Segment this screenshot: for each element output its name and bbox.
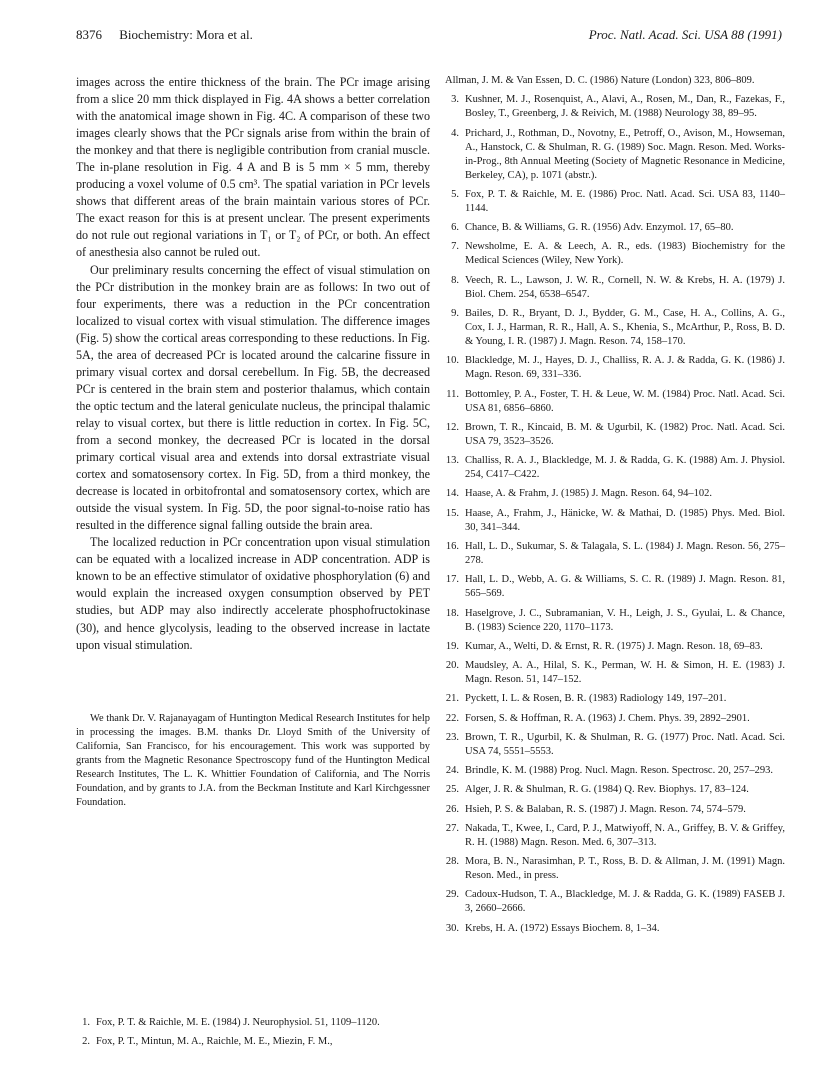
reference-number: 13. — [445, 455, 459, 467]
reference-number: 5. — [451, 188, 459, 200]
reference-item — [445, 221, 785, 235]
reference-item — [445, 573, 785, 601]
reference-number: 21. — [445, 693, 459, 705]
reference-item — [445, 822, 785, 850]
reference-item — [76, 1035, 430, 1049]
reference-item — [445, 454, 785, 482]
reference-number: 9. — [451, 307, 459, 319]
body-paragraph: Our preliminary results concerning the effect of visual stimulation on the PCr distribution in the monkey brain are as follows: In two out of four experiments, there was a reduction in the PCr concentration localized to visual cortex with visual stimulation. The difference images (Fig. 5) show the cortical areas corresponding to these reductions. In Fig. 5A, the area of decreased PCr is located around the calcarine fissure in primary visual cortex and dorsal cerebellum. In Fig. 5B, the decreased PCr is centered in the brain stem and posterior thalamus, which contain the optic tectum and the lateral geniculate nucleus, the principal thalamic relay to visual cortex, but there is little reduction in cortex. In Fig. 5C, from a second monkey, the decreased PCr is located in the dorsal primary cortical visual area and extends into dorsal extrastriate visual cortex and somatosensory cortex. In Fig. 5D, from a third monkey, the decrease is located in orbitofrontal and somatosensory cortex, which are outside the visual system. In Fig. 5D, the poor signal-to-noise ratio has resulted in the difference signal falling outside the brain area. — [76, 262, 430, 533]
journal-citation: Proc. Natl. Acad. Sci. USA 88 (1991) — [588, 27, 782, 42]
reference-number: 20. — [445, 660, 459, 672]
reference-number: 16. — [445, 540, 459, 552]
reference-number: 26. — [445, 803, 459, 815]
body-paragraph: The localized reduction in PCr concentration upon visual stimulation can be equated with a localized increase in ADP concentration. ADP is known to be an effective stimulator of oxidative phosphorylation (6) and would explain the increased oxygen consumption observed by PET studies, but ADP may also indirectly accelerate phosphofructokinase (30), and hence glycolysis, leading to the observed increase in lactate upon visual stimulation. — [76, 535, 430, 652]
reference-text: Veech, R. L., Lawson, J. W. R., Cornell, N. W. & Krebs, H. A. (1979) J. Biol. Chem. 254, 6538–6547. — [465, 274, 785, 300]
reference-item — [445, 421, 785, 449]
reference-item — [445, 803, 785, 817]
reference-item — [445, 855, 785, 883]
reference-item — [445, 764, 785, 778]
left-column — [76, 74, 430, 654]
reference-item — [445, 712, 785, 726]
reference-number: 6. — [451, 222, 459, 234]
reference-text: Brown, T. R., Kincaid, B. M. & Ugurbil, K. (1982) Proc. Natl. Acad. Sci. USA 79, 3523–3526. — [465, 421, 785, 447]
reference-item — [445, 487, 785, 501]
reference-number: 22. — [445, 712, 459, 724]
reference-number: 18. — [445, 607, 459, 619]
reference-item — [445, 240, 785, 268]
reference-text: Fox, P. T. & Raichle, M. E. (1986) Proc. Natl. Acad. Sci. USA 83, 1140–1144. — [465, 188, 785, 214]
reference-number: 25. — [445, 784, 459, 796]
reference-item — [445, 388, 785, 416]
reference-text: Bottomley, P. A., Foster, T. H. & Leue, W. M. (1984) Proc. Natl. Acad. Sci. USA 81, 6856–6860. — [465, 388, 785, 414]
reference-text: Brown, T. R., Ugurbil, K. & Shulman, R. G. (1977) Proc. Natl. Acad. Sci. USA 74, 5551–5553. — [465, 731, 785, 757]
reference-number: 12. — [445, 421, 459, 433]
running-title: Biochemistry: Mora et al. — [119, 27, 253, 42]
body-paragraph: images across the entire thickness of the brain. The PCr image arising from a slice 20 mm thick displayed in Fig. 4A shows a better correlation with the anatomical image shown in Fig. 4C. A comparison of these two images clearly shows that the PCr signals arise from within the brain of the monkey and that there is negligible contribution from cranial muscle. The in-plane resolution in Fig. 4 A and B is 5 mm × 5 mm, thereby producing a voxel volume of 0.5 cm³. The spatial variation in PCr levels shows that different areas of the brain maintain various stores of PCr. The exact reason for this is at present unclear. The present experiments do not rule out regional variations in T₁ or T₂ of PCr, or both. An effect of anesthesia also cannot be ruled out. — [76, 75, 430, 260]
running-header-left — [76, 27, 253, 43]
reference-item — [445, 274, 785, 302]
reference-number: 29. — [445, 889, 459, 901]
reference-item — [445, 188, 785, 216]
reference-number: 15. — [445, 507, 459, 519]
reference-text: Alger, J. R. & Shulman, R. G. (1984) Q. Rev. Biophys. 17, 83–124. — [465, 784, 749, 796]
reference-item — [445, 307, 785, 349]
right-column — [445, 74, 785, 941]
reference-number: 24. — [445, 765, 459, 777]
reference-text: Bailes, D. R., Bryant, D. J., Bydder, G. M., Case, H. A., Collins, A. G., Cox, I. J., Harman, R. R., Hall, A. S., Khenia, S., McArthur, P., Ross, B. D. & Young, I. R. (1987) J. Magn. Reson. 74, 158–170. — [465, 307, 785, 348]
reference-text: Hall, L. D., Sukumar, S. & Talagala, S. L. (1984) J. Magn. Reson. 56, 275–278. — [465, 540, 785, 566]
reference-number: 28. — [445, 856, 459, 868]
reference-number: 17. — [445, 574, 459, 586]
reference-number: 27. — [445, 822, 459, 834]
reference-item — [445, 783, 785, 797]
reference-item — [445, 659, 785, 687]
reference-number: 19. — [445, 640, 459, 652]
reference-text: Fox, P. T. & Raichle, M. E. (1984) J. Neurophysiol. 51, 1109–1120. — [96, 1017, 380, 1028]
reference-text: Krebs, H. A. (1972) Essays Biochem. 8, 1–34. — [465, 922, 660, 934]
acknowledgment: We thank Dr. V. Rajanayagam of Huntington Medical Research Institutes for help in processing the images. B.M. thanks Dr. Lloyd Smith of the University of California, San Francisco, for his encouragement. This work was supported by grants from the Magnetic Resonance Spectroscopy fund of the Huntington Medical Research Institutes, The L. K. Whittier Foundation of California, and The Norris Foundation, and by grants to J.A. from the Beckman Institute and Karl Kirchgessner Foundation. — [76, 713, 430, 808]
reference-list-right — [445, 74, 785, 936]
reference-text: Chance, B. & Williams, G. R. (1956) Adv. Enzymol. 17, 65–80. — [465, 222, 734, 234]
reference-list-left — [76, 1016, 430, 1054]
reference-text: Kumar, A., Welti, D. & Ernst, R. R. (1975) J. Magn. Reson. 18, 69–83. — [465, 640, 763, 652]
reference-number: 10. — [445, 355, 459, 367]
reference-number: 23. — [445, 731, 459, 743]
reference-text: Forsen, S. & Hoffman, R. A. (1963) J. Chem. Phys. 39, 2892–2901. — [465, 712, 750, 724]
reference-number: 8. — [451, 274, 459, 286]
reference-number: 3. — [451, 94, 459, 106]
reference-number: 30. — [445, 922, 459, 934]
reference-item — [445, 692, 785, 706]
reference-text: Haase, A. & Frahm, J. (1985) J. Magn. Reson. 64, 94–102. — [465, 488, 713, 500]
reference-item — [445, 640, 785, 654]
reference-text: Cadoux-Hudson, T. A., Blackledge, M. J. & Radda, G. K. (1989) FASEB J. 3, 2660–2666. — [465, 889, 785, 915]
reference-text: Maudsley, A. A., Hilal, S. K., Perman, W. H. & Simon, H. E. (1983) J. Magn. Reson. 51, 147–152. — [465, 660, 785, 686]
reference-number: 11. — [446, 388, 459, 400]
reference-text: Challiss, R. A. J., Blackledge, M. J. & Radda, G. K. (1988) Am. J. Physiol. 254, C417–C422. — [465, 455, 785, 481]
reference-text: Pyckett, I. L. & Rosen, B. R. (1983) Radiology 149, 197–201. — [465, 693, 727, 705]
reference-text: Haase, A., Frahm, J., Hänicke, W. & Mathai, D. (1985) Phys. Med. Biol. 30, 341–344. — [465, 507, 785, 533]
reference-text: Allman, J. M. & Van Essen, D. C. (1986) Nature (London) 323, 806–809. — [445, 75, 755, 86]
reference-text: Nakada, T., Kwee, I., Card, P. J., Matwiyoff, N. A., Griffey, B. V. & Griffey, R. H. (1988) Magn. Reson. Med. 6, 307–313. — [465, 822, 785, 848]
reference-text: Fox, P. T., Mintun, M. A., Raichle, M. E., Miezin, F. M., — [96, 1036, 333, 1048]
reference-text: Haselgrove, J. C., Subramanian, V. H., Leigh, J. S., Gyulai, L. & Chance, B. (1983) Science 220, 1170–1173. — [465, 607, 785, 633]
reference-text: Brindle, K. M. (1988) Prog. Nucl. Magn. Reson. Spectrosc. 20, 257–293. — [465, 765, 773, 777]
reference-item — [76, 1016, 430, 1030]
reference-item — [445, 74, 785, 88]
reference-number: 7. — [451, 241, 459, 253]
reference-text: Mora, B. N., Narasimhan, P. T., Ross, B. D. & Allman, J. M. (1991) Magn. Reson. Med., in press. — [465, 856, 785, 882]
reference-number: 2. — [82, 1036, 90, 1048]
page-number: 8376 — [76, 27, 102, 42]
reference-text: Blackledge, M. J., Hayes, D. J., Challiss, R. A. J. & Radda, G. K. (1986) J. Magn. Reson. 69, 331–336. — [465, 355, 785, 381]
reference-item — [445, 93, 785, 121]
reference-item — [445, 354, 785, 382]
reference-item — [445, 888, 785, 916]
reference-text: Hall, L. D., Webb, A. G. & Williams, S. C. R. (1989) J. Magn. Reson. 81, 565–569. — [465, 574, 785, 600]
reference-number: 4. — [451, 127, 459, 139]
reference-item — [445, 607, 785, 635]
reference-item — [445, 127, 785, 183]
reference-text: Kushner, M. J., Rosenquist, A., Alavi, A., Rosen, M., Dan, R., Fazekas, F., Bosley, T., Greenberg, J. & Reivich, M. (1988) Neurology 38, 89–95. — [465, 94, 785, 120]
reference-item — [445, 540, 785, 568]
reference-number: 1. — [82, 1017, 90, 1028]
reference-text: Newsholme, E. A. & Leech, A. R., eds. (1983) Biochemistry for the Medical Sciences (Wiley, New York). — [465, 241, 785, 267]
reference-text: Prichard, J., Rothman, D., Novotny, E., Petroff, O., Avison, M., Howseman, A., Hanstock, C. & Shulman, R. G. (1989) Soc. Magn. Reson. Med. Works-in-Prog., 8th Annual Meeting (Society of Magnetic Resonance in Medicine, Berkeley, CA), p. 1071 (abstr.). — [465, 127, 785, 181]
reference-item — [445, 922, 785, 936]
reference-item — [445, 731, 785, 759]
reference-item — [445, 507, 785, 535]
reference-number: 14. — [445, 488, 459, 500]
reference-text: Hsieh, P. S. & Balaban, R. S. (1987) J. Magn. Reson. 74, 574–579. — [465, 803, 746, 815]
